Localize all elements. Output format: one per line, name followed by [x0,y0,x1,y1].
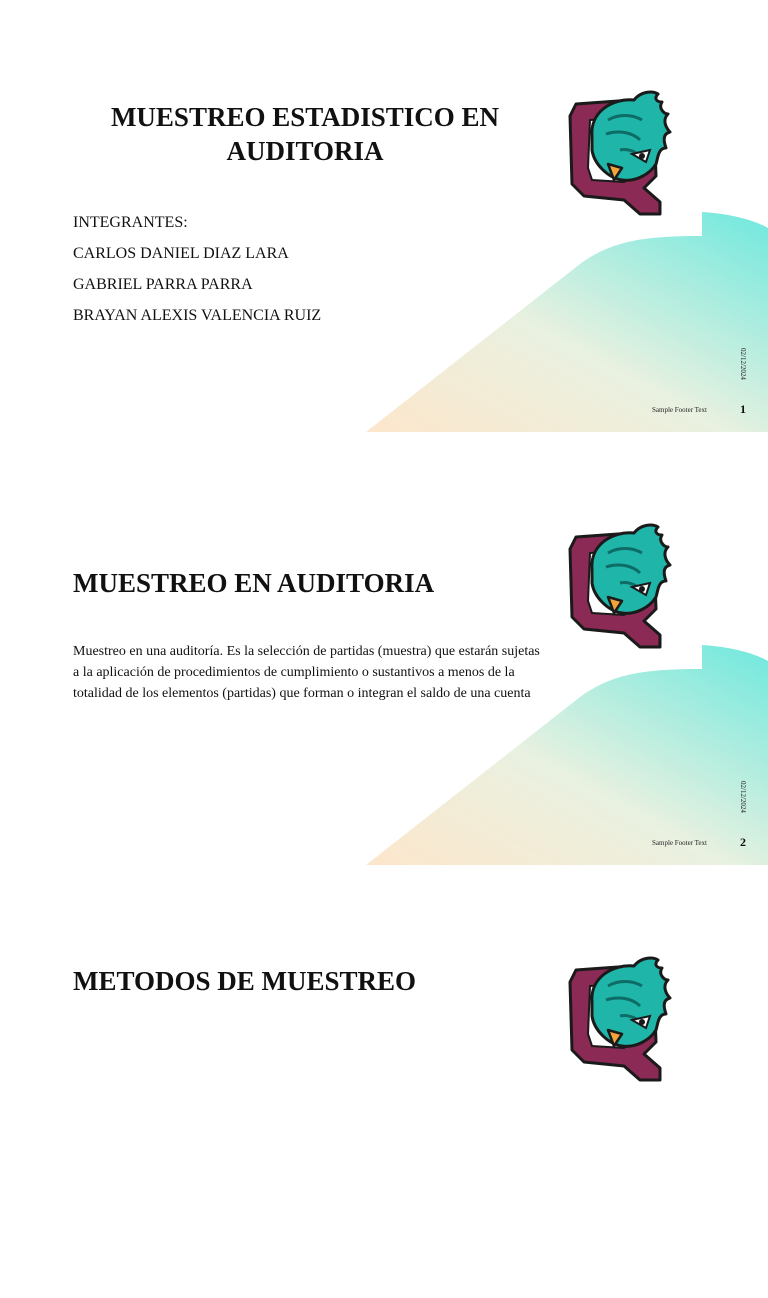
slide-date: 02/12/2024 [739,348,747,380]
slide-footer: Sample Footer Text [652,406,707,414]
page-number: 1 [740,402,746,416]
members-heading: INTEGRANTES: [73,214,188,231]
slide-body: Muestreo en una auditoría. Es la selección de partidas (muestra) que estarán sujetas a la aplicación de procedimientos de cumplimiento o sustantivos a menos de la totalidad de los elementos (partidas) que forman o integran el saldo de una cuenta [73,644,540,701]
member-item: CARLOS DANIEL DIAZ LARA [73,245,289,262]
slide-title: MUESTREO ESTADISTICO EN AUDITORIA [110,102,500,166]
members-list [73,207,321,331]
member-item: GABRIEL PARRA PARRA [73,276,253,293]
slide-title: METODOS DE MUESTREO [73,966,417,996]
slide-2 [0,433,768,865]
bird-q-mascot-icon [562,523,674,653]
member-item: BRAYAN ALEXIS VALENCIA RUIZ [73,307,322,324]
page-number: 2 [740,835,746,849]
bird-q-mascot-icon [562,90,674,220]
slide-title: MUESTREO EN AUDITORIA [73,568,435,598]
slide-1 [0,0,768,432]
bird-q-mascot-icon [562,956,674,1086]
slide-date: 02/12/2024 [739,781,747,813]
slide-3 [0,866,768,1298]
slide-footer: Sample Footer Text [652,839,707,847]
